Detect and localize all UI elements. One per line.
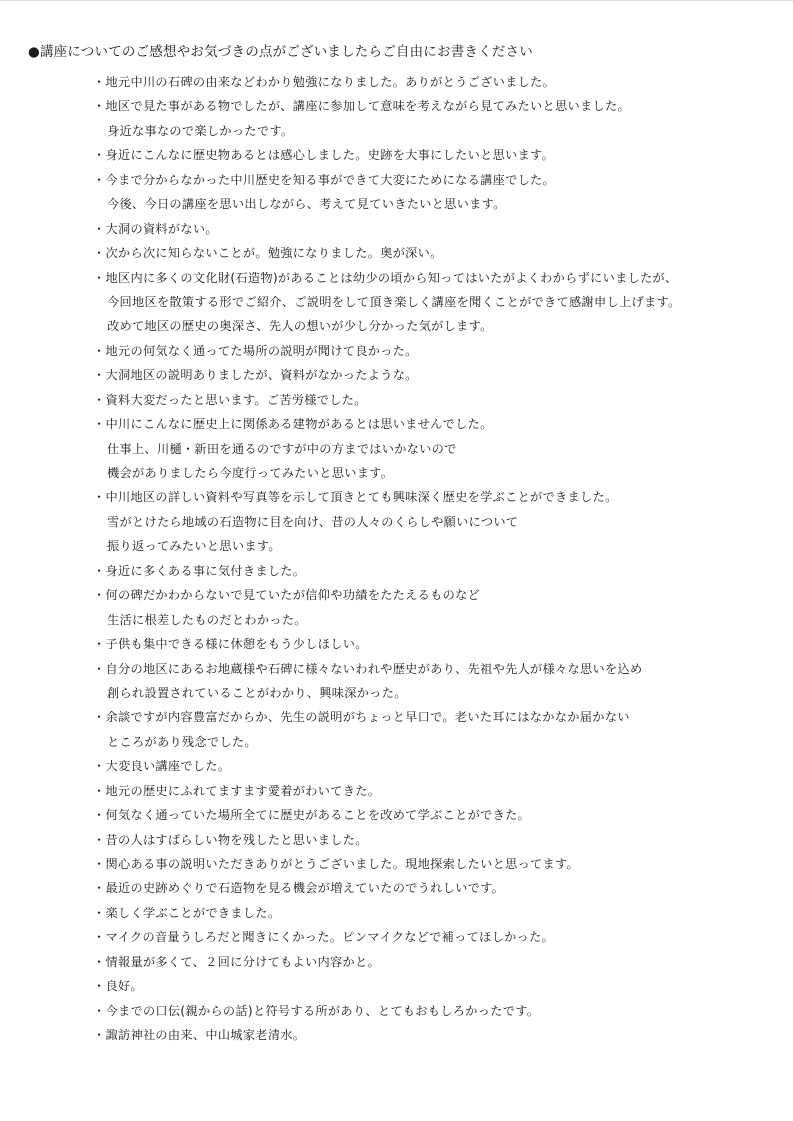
comment-item: ・余談ですが内容豊富だからか、先生の説明がちょっと早口で。老いた耳にはなかなか届かない (93, 710, 630, 725)
comment-item: ・中川地区の詳しい資料や写真等を示して頂きとても興味深く歴史を学ぶことができました。 (93, 490, 618, 505)
comment-item: ・子供も集中できる様に休憩をもう少しほしい。 (93, 637, 368, 652)
comment-item: ・地元の何気なく通ってた場所の説明が聞けて良かった。 (93, 343, 418, 358)
comment-item: ・何気なく通っていた場所全てに歴史があることを改めて学ぶことができた。 (93, 808, 531, 823)
comment-item: ・情報量が多くて、２回に分けてもよい内容かと。 (93, 954, 380, 969)
comment-continuation: 生活に根差したものだとわかった。 (107, 612, 307, 627)
comment-item: ・大洞の資料がない。 (93, 221, 218, 236)
comment-item: ・マイクの音量うしろだと聞きにくかった。ピンマイクなどで補ってほしかった。 (93, 930, 555, 945)
comment-item: ・関心ある事の説明いただきありがとうございました。現地探索したいと思ってます。 (93, 857, 580, 871)
comment-item: ・昔の人はすばらしい物を残したと思いました。 (93, 832, 368, 847)
comments-list (93, 70, 783, 1048)
comment-continuation: 仕事上、川樋・新田を通るのですが中の方まではいかないので (107, 441, 457, 456)
comment-item: ・地区内に多くの文化財(石造物)があることは幼少の頃から知ってはいたがよくわからずにいましたが、 (93, 270, 678, 285)
comment-item: ・身近にこんなに歴史物あるとは感心しました。史跡を大事にしたいと思います。 (93, 148, 555, 163)
comment-item: ・良好。 (93, 979, 143, 994)
comment-item: ・地元の歴史にふれてますます愛着がわいてきた。 (93, 783, 381, 798)
survey-heading: ●講座についてのご感想やお気づきの点がございましたらご自由にお書きください (28, 44, 533, 60)
comment-item: ・今まで分からなかった中川歴史を知る事ができて大変にためになる講座でした。 (93, 172, 556, 187)
comment-item: ・大変良い講座でした。 (93, 759, 231, 774)
comment-item: ・最近の史跡めぐりで石造物を見る機会が増えていたのでうれしいです。 (93, 881, 505, 896)
comment-continuation: 機会がありましたら今度行ってみたいと思います。 (107, 466, 394, 480)
comment-item: ・地元中川の石碑の由来などわかり勉強になりました。ありがとうございました。 (93, 75, 556, 89)
comment-item: ・身近に多くある事に気付きました。 (93, 563, 306, 578)
comment-item: ・次から次に知らないことが。勉強になりました。奥が深い。 (93, 246, 443, 261)
comment-continuation: 今後、今日の講座を思い出しながら、考えて見ていきたいと思います。 (107, 197, 506, 212)
comment-continuation: 身近な事なので楽しかったです。 (107, 123, 294, 138)
comment-continuation: 雪がとけたら地域の石造物に目を向け、昔の人々のくらしや願いについて (107, 514, 519, 529)
comment-continuation: 今回地区を散策する形でご紹介、ご説明をして頂き楽しく講座を聞くことができて感謝申し上げます。 (107, 294, 681, 309)
comment-item: ・地区で見た事がある物でしたが、講座に参加して意味を考えながら見てみたいと思いました。 (93, 99, 630, 114)
comment-item: ・諏訪神社の由来、中山城家老清水。 (93, 1028, 306, 1043)
comment-item: ・自分の地区にあるお地蔵様や石碑に様々ないわれや歴史があり、先祖や先人が様々な思いを込め (93, 661, 643, 676)
comment-continuation: ところがあり残念でした。 (107, 734, 257, 749)
comment-continuation: 改めて地区の歴史の奥深さ、先人の想いが少し分かった気がします。 (107, 319, 493, 334)
top-divider (0, 0, 793, 1)
comment-item: ・今までの口伝(親からの話)と符号する所があり、とてもおもしろかったです。 (93, 1003, 540, 1018)
comment-item: ・大洞地区の説明ありましたが、資料がなかったような。 (93, 368, 418, 383)
comment-item: ・中川にこんなに歴史上に関係ある建物があるとは思いませんでした。 (93, 417, 493, 432)
comment-item: ・資料大変だったと思います。ご苦労様でした。 (93, 392, 367, 407)
comment-item: ・楽しく学ぶことができました。 (93, 905, 281, 920)
comment-item: ・何の碑だかわからないで見ていたが信仰や功績をたたえるものなど (93, 588, 481, 603)
comment-continuation: 振り返ってみたいと思います。 (107, 539, 281, 554)
comment-continuation: 創られ設置されていることがわかり、興味深かった。 (107, 685, 407, 700)
